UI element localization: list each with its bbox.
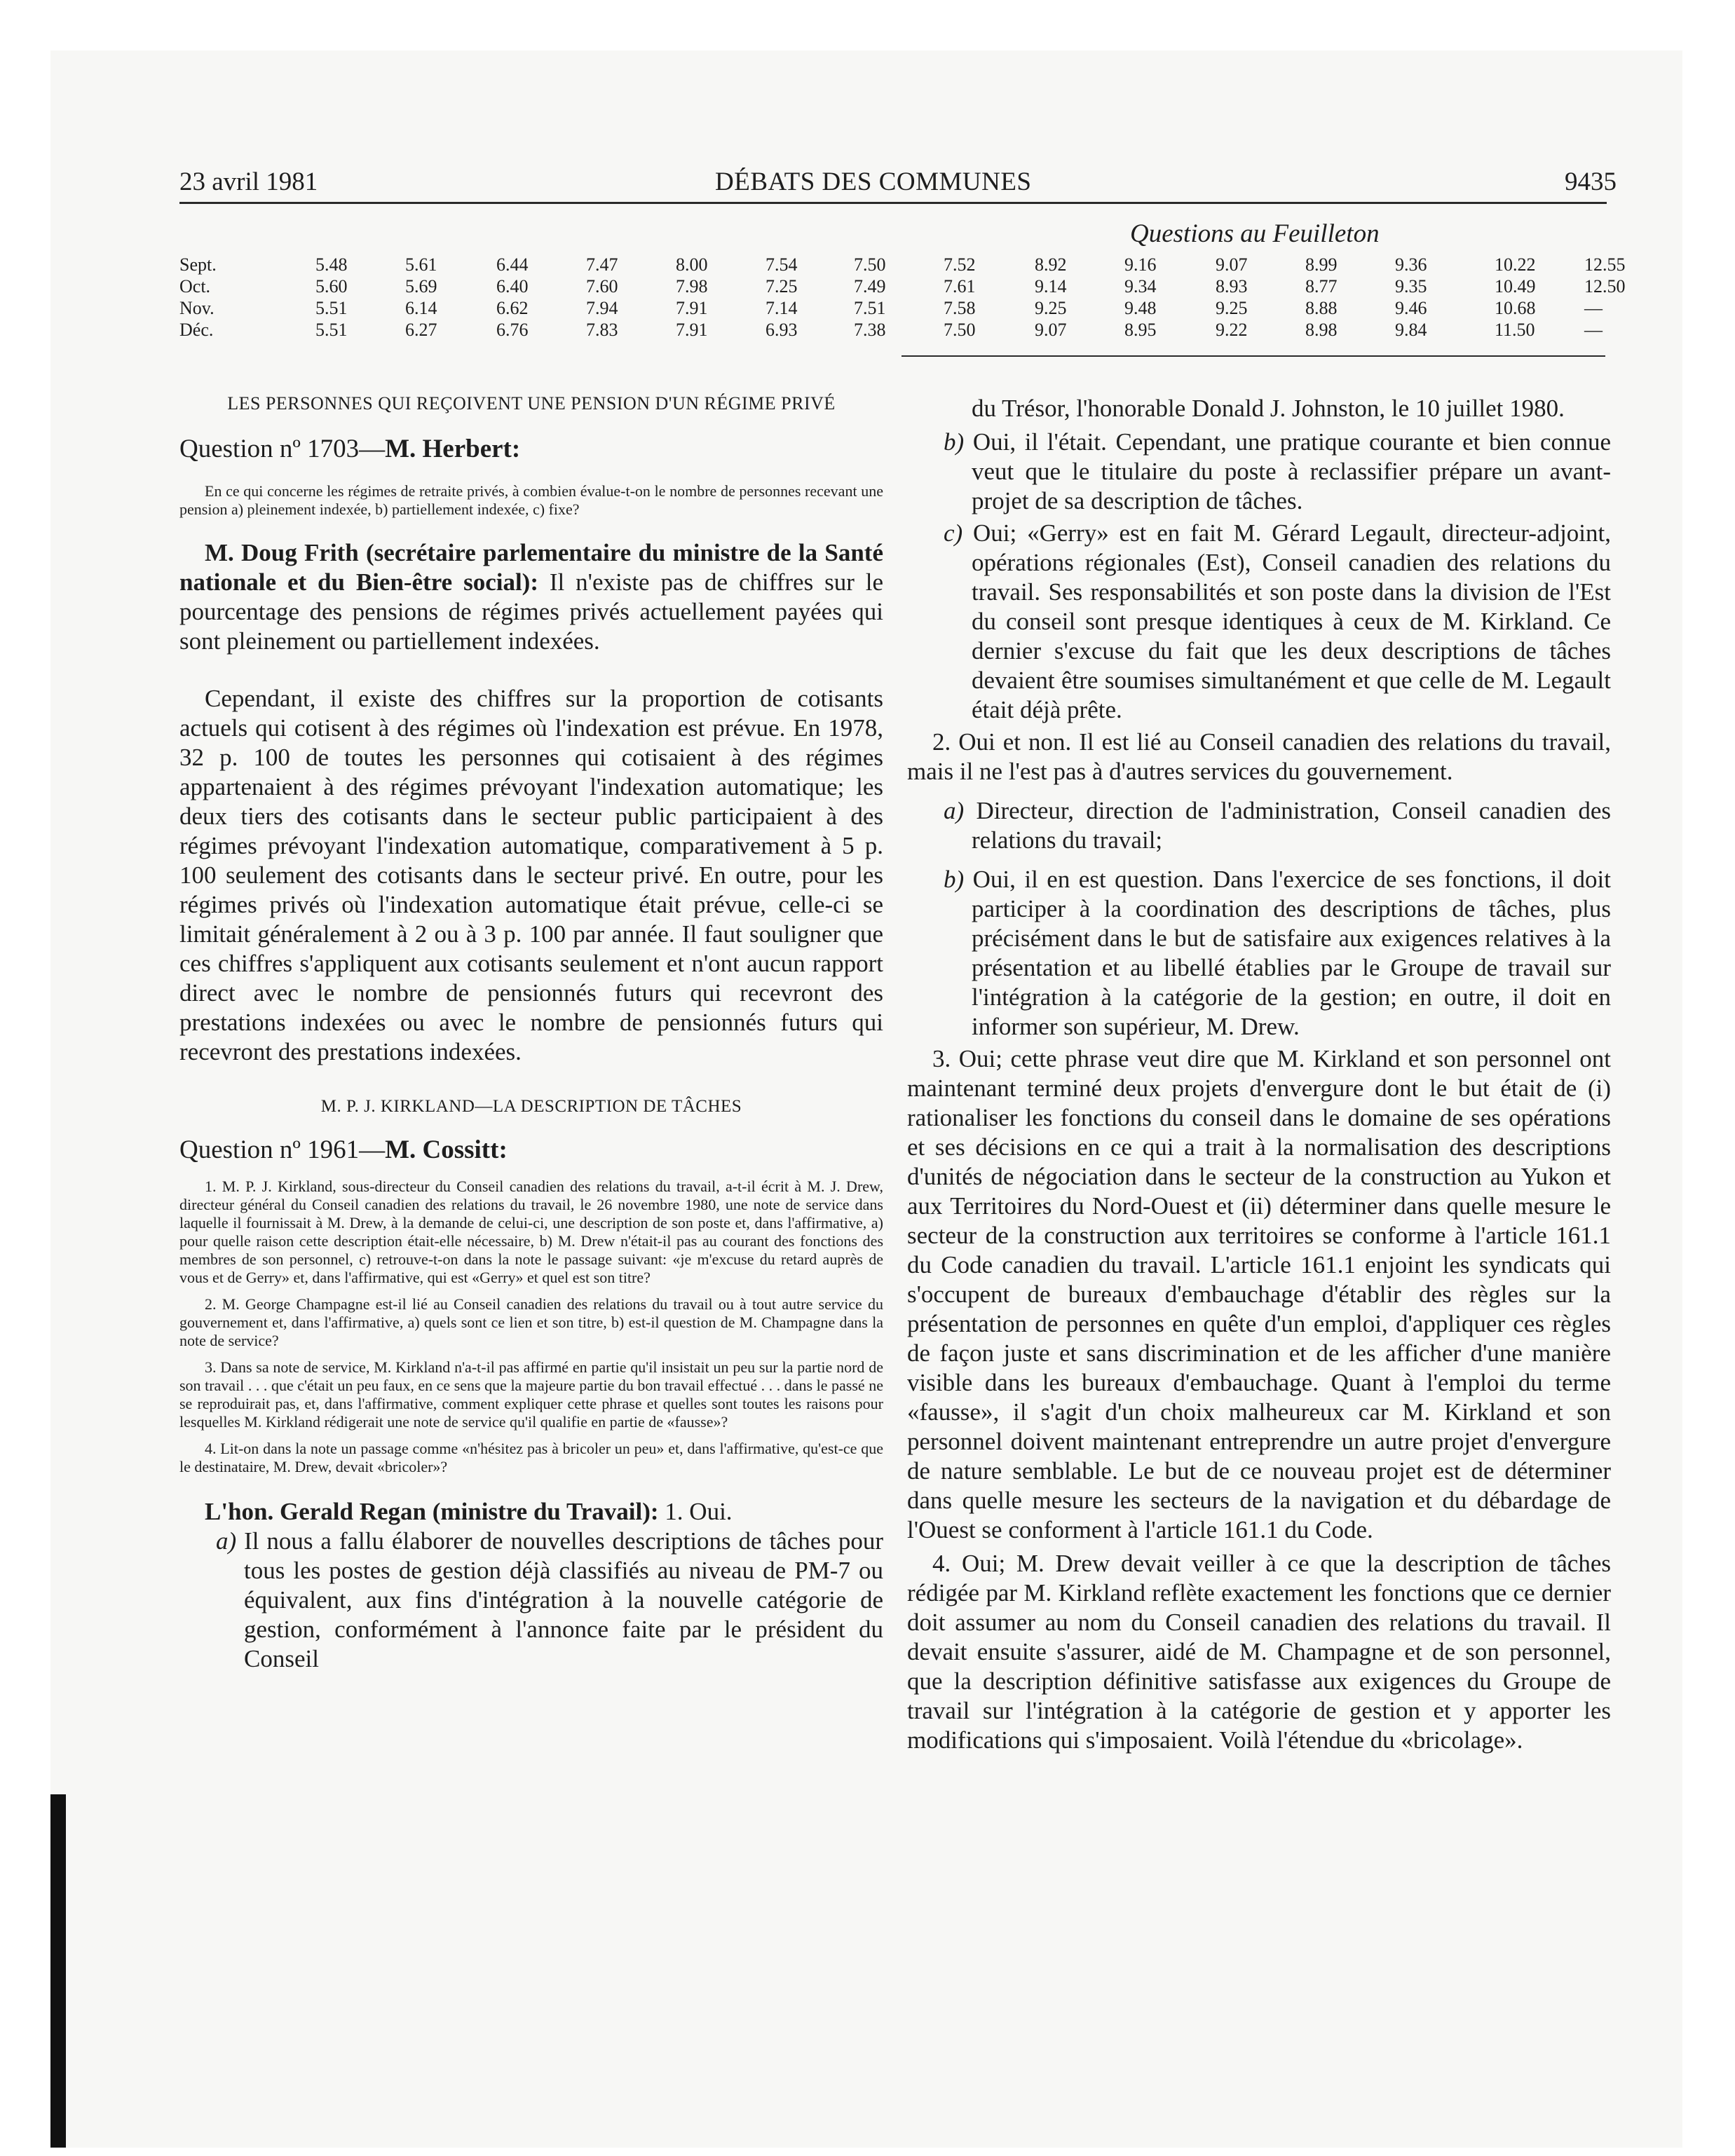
rates-cell: 6.27 [405, 319, 437, 340]
rates-cell: 6.62 [496, 297, 529, 318]
rates-cell: 9.84 [1395, 319, 1427, 340]
rates-cell: 7.25 [766, 275, 798, 296]
answer-1703-para2: Cependant, il existe des chiffres sur la proportion de cotisants actuels qui cotisent à des régimes où l'indexation est prévue. En 1978, 32 p. 100 de toutes les personnes qui cotisaient à des régimes appartenaient à des régimes prévoyant l'indexation automatique; les deux tiers des cotisants dans le secteur public participaient à des régimes prévoyant l'indexation automatique, comparativement à 5 p. 100 seulement des cotisants dans le secteur privé. En outre, pour les régimes privés où l'indexation automatique était prévue, celle-ci se limitait généralement à 2 ou à 3 p. 100 par année. Il faut souligner que ces chiffres s'appliquent aux cotisants seulement et n'ont aucun rapport direct avec le nombre de pensionnés futurs qui recevront des prestations indexées ou avec le nombre de pensionnés futurs qui recevront des prestations indexées. [179, 685, 883, 1065]
rates-cell: 8.00 [676, 254, 708, 275]
rates-cell: 9.16 [1124, 254, 1157, 275]
item-text: Oui; «Gerry» est en fait M. Gérard Legault, directeur-adjoint, opérations régionales (Est), Conseil canadien des relations du travail. Ses responsabilités et son poste dans la division de l'Est du conseil sont presque identiques à ceux de M. Kirkland. Ce dernier s'excuse du fait que les deux descriptions de tâches devaient être soumises simultanément et que celle de M. Legault était déjà prête. [972, 519, 1611, 723]
rates-cell: 12.50 [1584, 275, 1626, 296]
rates-cell: 8.98 [1305, 319, 1338, 340]
rates-cell: 9.36 [1395, 254, 1427, 275]
answer-text: Il n'existe pas de chiffres sur le pourcentage des pensions de régimes privés actuellement payées qui sont pleinement ou partiellement indexées. [179, 568, 883, 655]
header-rule [179, 202, 1607, 204]
rates-cell: 7.50 [944, 319, 976, 340]
answer-continuation: du Trésor, l'honorable Donald J. Johnston, le 10 juillet 1980. [972, 395, 1565, 422]
answer-2b [907, 865, 1611, 1042]
page-title: DÉBATS DES COMMUNES [715, 168, 1032, 196]
scan-edge-shadow [50, 1794, 66, 2148]
rates-month: Sept. [179, 254, 217, 275]
rates-cell: 7.91 [676, 297, 708, 318]
item-text: Directeur, direction de l'administration, Conseil canadien des relations du travail; [972, 797, 1612, 854]
rates-cell: 9.35 [1395, 275, 1427, 296]
rates-cell: 8.95 [1124, 319, 1157, 340]
rates-cell: 5.69 [405, 275, 437, 296]
item-text: Oui, il l'était. Cependant, une pratique courante et bien connue veut que le titulaire du poste à reclassifier prépare un avant-projet de sa description de tâches. [972, 428, 1612, 514]
rates-cell: 7.83 [586, 319, 618, 340]
rates-cell: 5.48 [315, 254, 348, 275]
item-label: a) [944, 797, 965, 824]
rates-cell: 9.14 [1035, 275, 1067, 296]
item-text: Il nous a fallu élaborer de nouvelles descriptions de tâches pour tous les postes de gestion déjà classifiés au niveau de PM-7 ou équivalent, aux fins d'intégration à la nouvelle catégorie de gestion, conformément à l'annonce faite par le président du Conseil [244, 1527, 884, 1672]
rates-cell: 6.14 [405, 297, 437, 318]
question-member: M. Cossitt: [385, 1135, 508, 1164]
answer-speaker: M. Doug Frith (secrétaire parlementaire du ministre de la Santé nationale et du Bien-être social): [179, 539, 883, 596]
rates-cell: 7.49 [854, 275, 886, 296]
rates-cell: 7.38 [854, 319, 886, 340]
item-label: a) [216, 1527, 237, 1555]
rates-cell: 8.93 [1216, 275, 1248, 296]
rates-cell: 5.61 [405, 254, 437, 275]
question-1703-title [179, 435, 883, 464]
item-label: b) [944, 866, 965, 893]
rates-cell: 9.25 [1035, 297, 1067, 318]
rates-month: Déc. [179, 319, 214, 340]
rates-cell: 7.54 [766, 254, 798, 275]
rates-cell: 7.94 [586, 297, 618, 318]
rates-cell: 7.58 [944, 297, 976, 318]
section-heading-kirkland: M. P. J. KIRKLAND—LA DESCRIPTION DE TÂCHES [320, 1097, 742, 1116]
rates-cell: 10.49 [1495, 275, 1536, 296]
answer-1703 [179, 538, 883, 656]
rates-cell: — [1584, 297, 1603, 318]
rates-month: Nov. [179, 297, 215, 318]
question-1961-title [179, 1135, 883, 1165]
rates-cell: 7.60 [586, 275, 618, 296]
rates-cell: 7.98 [676, 275, 708, 296]
section-title: Questions au Feuilleton [1130, 219, 1380, 248]
rates-cell: 9.48 [1124, 297, 1157, 318]
section-heading-pensions: LES PERSONNES QUI REÇOIVENT UNE PENSION D'UN RÉGIME PRIVÉ [227, 393, 836, 414]
answer-speaker: L'hon. Gerald Regan (ministre du Travail): [205, 1498, 659, 1525]
question-1961-items [179, 1178, 883, 1476]
rates-cell: 6.40 [496, 275, 529, 296]
rates-cell: 7.91 [676, 319, 708, 340]
rates-cell: 9.22 [1216, 319, 1248, 340]
rates-cell: 6.76 [496, 319, 529, 340]
rates-cell: — [1584, 319, 1603, 340]
rates-cell: 8.99 [1305, 254, 1338, 275]
answer-b [907, 428, 1611, 516]
rates-row [179, 319, 1654, 341]
answer-2: 2. Oui et non. Il est lié au Conseil canadien des relations du travail, mais il ne l'est pas à d'autres services du gouvernement. [907, 728, 1611, 785]
rates-cell: 12.55 [1584, 254, 1626, 275]
answer-1961-lead [179, 1497, 883, 1527]
rates-cell: 7.50 [854, 254, 886, 275]
rates-cell: 7.47 [586, 254, 618, 275]
question-number: Question nº 1703— [179, 435, 386, 463]
table-bottom-rule [901, 355, 1605, 357]
rates-cell: 5.51 [315, 319, 348, 340]
right-column [907, 394, 1611, 1755]
answer-text: 1. Oui. [658, 1498, 733, 1525]
rates-cell: 9.46 [1395, 297, 1427, 318]
rates-cell: 9.07 [1216, 254, 1248, 275]
item-label: b) [944, 428, 965, 456]
rates-cell: 5.60 [315, 275, 348, 296]
question-number: Question nº 1961— [179, 1135, 386, 1164]
question-item: 1. M. P. J. Kirkland, sous-directeur du Conseil canadien des relations du travail, a-t-il écrit à M. J. Drew, directeur général du Conseil canadien des relations du travail, le 26 novembre 1980, une note de service dans laquelle il fournissait à M. Drew, à la demande de celui-ci, une description de son poste et, dans l'affirmative, a) pour quelle raison cette description était-elle nécessaire, b) M. Drew n'était-il pas au courant des fonctions des membres de son personnel, c) retrouve-t-on dans la note le passage suivant: «je m'excuse du retard auprès de vous et de Gerry» et, dans l'affirmative, qui est «Gerry» et quel est son titre? [179, 1178, 883, 1286]
rates-cell: 7.51 [854, 297, 886, 318]
page-number: 9435 [1565, 168, 1617, 196]
item-text: Oui, il en est question. Dans l'exercice de ses fonctions, il doit participer à la coordination des descriptions de tâches, plus précisément dans le but de satisfaire aux exigences relatives à la présentation et au libellé établies par le Groupe de travail sur l'intégration à la catégorie de la gestion; en outre, il doit en informer son supérieur, M. Drew. [972, 866, 1612, 1040]
answer-4: 4. Oui; M. Drew devait veiller à ce que la description de tâches rédigée par M. Kirkland reflète exactement les fonctions que ce dernier doit assumer au nom du Conseil canadien des relations du travail. Il devait ensuite s'assurer, aidé de M. Champagne et de son personnel, que la description définitive satisfasse aux exigences du Groupe de travail sur l'intégration à la catégorie de gestion et y apporter les modifications qui s'imposaient. Voilà l'étendue du «bricolage». [907, 1550, 1611, 1754]
rates-cell: 8.88 [1305, 297, 1338, 318]
rates-cell: 5.51 [315, 297, 348, 318]
rates-cell: 7.52 [944, 254, 976, 275]
answer-2a [907, 796, 1611, 855]
rates-cell: 8.77 [1305, 275, 1338, 296]
item-label: c) [944, 519, 963, 547]
rates-cell: 6.44 [496, 254, 529, 275]
rates-cell: 9.07 [1035, 319, 1067, 340]
rates-cell: 10.68 [1495, 297, 1536, 318]
rates-month: Oct. [179, 275, 211, 296]
rates-cell: 9.34 [1124, 275, 1157, 296]
rates-row [179, 297, 1654, 319]
question-item: 4. Lit-on dans la note un passage comme «n'hésitez pas à bricoler un peu» et, dans l'affirmative, qu'est-ce que le destinataire, M. Drew, devait «bricoler»? [179, 1440, 883, 1475]
answer-c [907, 519, 1611, 725]
rates-cell: 9.25 [1216, 297, 1248, 318]
rates-cell: 7.14 [766, 297, 798, 318]
rates-cell: 7.61 [944, 275, 976, 296]
question-member: M. Herbert: [385, 435, 521, 463]
rates-row [179, 275, 1654, 297]
question-1703-text: En ce qui concerne les régimes de retraite privés, à combien évalue-t-on le nombre de personnes recevant une pension a) pleinement indexée, b) partiellement indexée, c) fixe? [179, 482, 883, 518]
rates-cell: 11.50 [1495, 319, 1535, 340]
question-item: 2. M. George Champagne est-il lié au Conseil canadien des relations du travail ou à tout autre service du gouvernement et, dans l'affirmative, a) quels sont ce lien et son titre, b) est-il question de M. Champagne dans la note de service? [179, 1295, 883, 1349]
answer-1961-a [179, 1527, 883, 1674]
question-item: 3. Dans sa note de service, M. Kirkland n'a-t-il pas affirmé en partie qu'il insistait un peu sur la partie nord de son travail . . . que c'était un peu faux, en ce sens que la majeure partie du bon travail effectué . . . dans le passé ne se reproduirait pas, et, dans l'affirmative, comment expliquer cette phrase et quelles sont toutes les raisons pour lesquelles M. Kirkland rédigerait une note de service qu'il qualifie en partie de «fausse»? [179, 1358, 883, 1431]
rates-cell: 6.93 [766, 319, 798, 340]
rates-cell: 10.22 [1495, 254, 1536, 275]
page-date: 23 avril 1981 [179, 168, 318, 196]
rates-cell: 8.92 [1035, 254, 1067, 275]
answer-3: 3. Oui; cette phrase veut dire que M. Kirkland et son personnel ont maintenant terminé deux projets d'envergure dont le but était de (i) rationaliser les fonctions du conseil dans le domaine de ses opérations et ses décisions en ce qui a trait à la normalisation des descriptions d'unités de négociation dans le secteur de la construction au Yukon et aux Territoires du Nord-Ouest et (ii) déterminer dans quelle mesure le secteur de la construction aux territoires se conforme à l'article 161.1 du Code canadien du travail. L'article 161.1 enjoint les syndicats qui s'occupent de bureaux d'embauchage d'établir des règles sur la présentation de personnes en quête d'un emploi, d'appliquer ces règles de façon juste et sans discrimination et de les afficher d'une manière visible dans les bureaux d'embauchage. Quant à l'emploi du terme «fausse», il s'agit d'un choix malheureux car M. Kirkland et son personnel doivent maintenant entreprendre un autre projet d'envergure de nature semblable. Le but de ce nouveau projet est de déterminer dans quelle mesure les secteurs de la navigation et du débardage de l'Ouest se conforment à l'article 161.1 du Code. [907, 1045, 1611, 1543]
left-column [179, 393, 883, 1674]
rates-table [179, 254, 1654, 341]
rates-row [179, 254, 1654, 275]
